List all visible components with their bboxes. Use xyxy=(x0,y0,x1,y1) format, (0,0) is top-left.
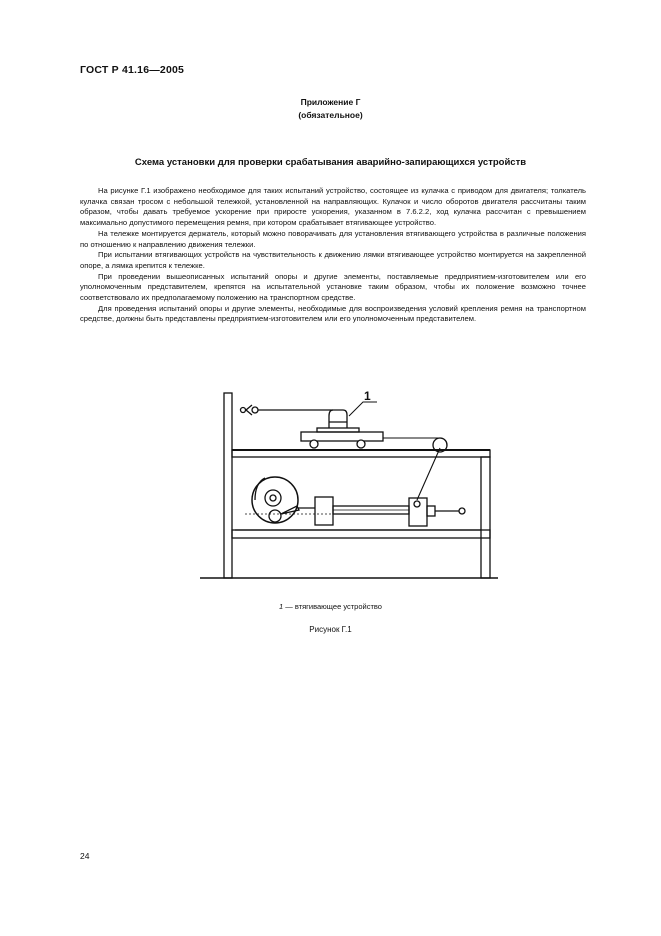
paragraph: На рисунке Г.1 изображено необходимое для таких испытаний устройство, состоящее из кулачка с приводом для двигателя; толкатель кулачка связан тросом с небольшой тележкой, установленной на направляющих. Кулачок и число оборотов двигателя рассчитаны таким образом, чтобы давать требуемое ускорение при приросте ускорения, указанном в 7.6.2.2, ход кулачка рассчитан с превышением максимально допустимого перемещения ремня, при котором срабатывает втягивающее устройство. xyxy=(80,186,586,228)
document-code: ГОСТ Р 41.16—2005 xyxy=(80,64,185,76)
callout-leader xyxy=(349,402,377,416)
legend-text: — втягивающее устройство xyxy=(283,602,382,611)
annex-title: Приложение Г xyxy=(300,97,361,107)
annex-status: (обязательное) xyxy=(298,110,363,120)
section-title: Схема установки для проверки срабатывания аварийно-запирающихся устройств xyxy=(134,157,527,168)
cam-drive xyxy=(245,477,345,523)
page-number: 24 xyxy=(80,851,90,861)
slide-block xyxy=(409,498,465,526)
pusher-rod xyxy=(281,497,409,525)
legend-number: 1 xyxy=(279,602,284,611)
body-text xyxy=(80,186,586,325)
pulley-cable xyxy=(383,438,447,500)
fixed-post xyxy=(224,393,232,578)
paragraph: На тележке монтируется держатель, который можно поворачивать для установления втягивающего устройства в различные положения по отношению к направлению движения тележки. xyxy=(80,228,586,249)
paragraph: При испытании втягивающих устройств на чувствительность к движению лямки втягивающее устройство монтируется на закрепленной опоре, а лямка крепится к тележке. xyxy=(80,250,586,270)
paragraph: Для проведения испытаний опоры и другие элементы, необходимые для воспроизведения условий крепления ремня на транспортном средстве, должны быть представлены предприятием-изготовителем или его уполномоченным представителем. xyxy=(80,303,586,324)
anchor-point xyxy=(241,405,259,415)
paragraph: При проведении вышеописанных испытаний опоры и другие элементы, поставляемые предприятием-изготовителем или его уполномоченным представителем, крепятся на испытательной установке таким образом, чтобы их положение возможно точнее соответствовало их предполагаемому положению на транспортном средстве. xyxy=(80,271,586,303)
test-rig-diagram xyxy=(195,388,505,593)
figure-legend xyxy=(0,602,661,611)
callout-number: 1 xyxy=(364,389,371,403)
retractor-holder xyxy=(317,410,359,432)
trolley xyxy=(301,432,383,448)
figure-caption: Рисунок Г.1 xyxy=(309,625,352,634)
